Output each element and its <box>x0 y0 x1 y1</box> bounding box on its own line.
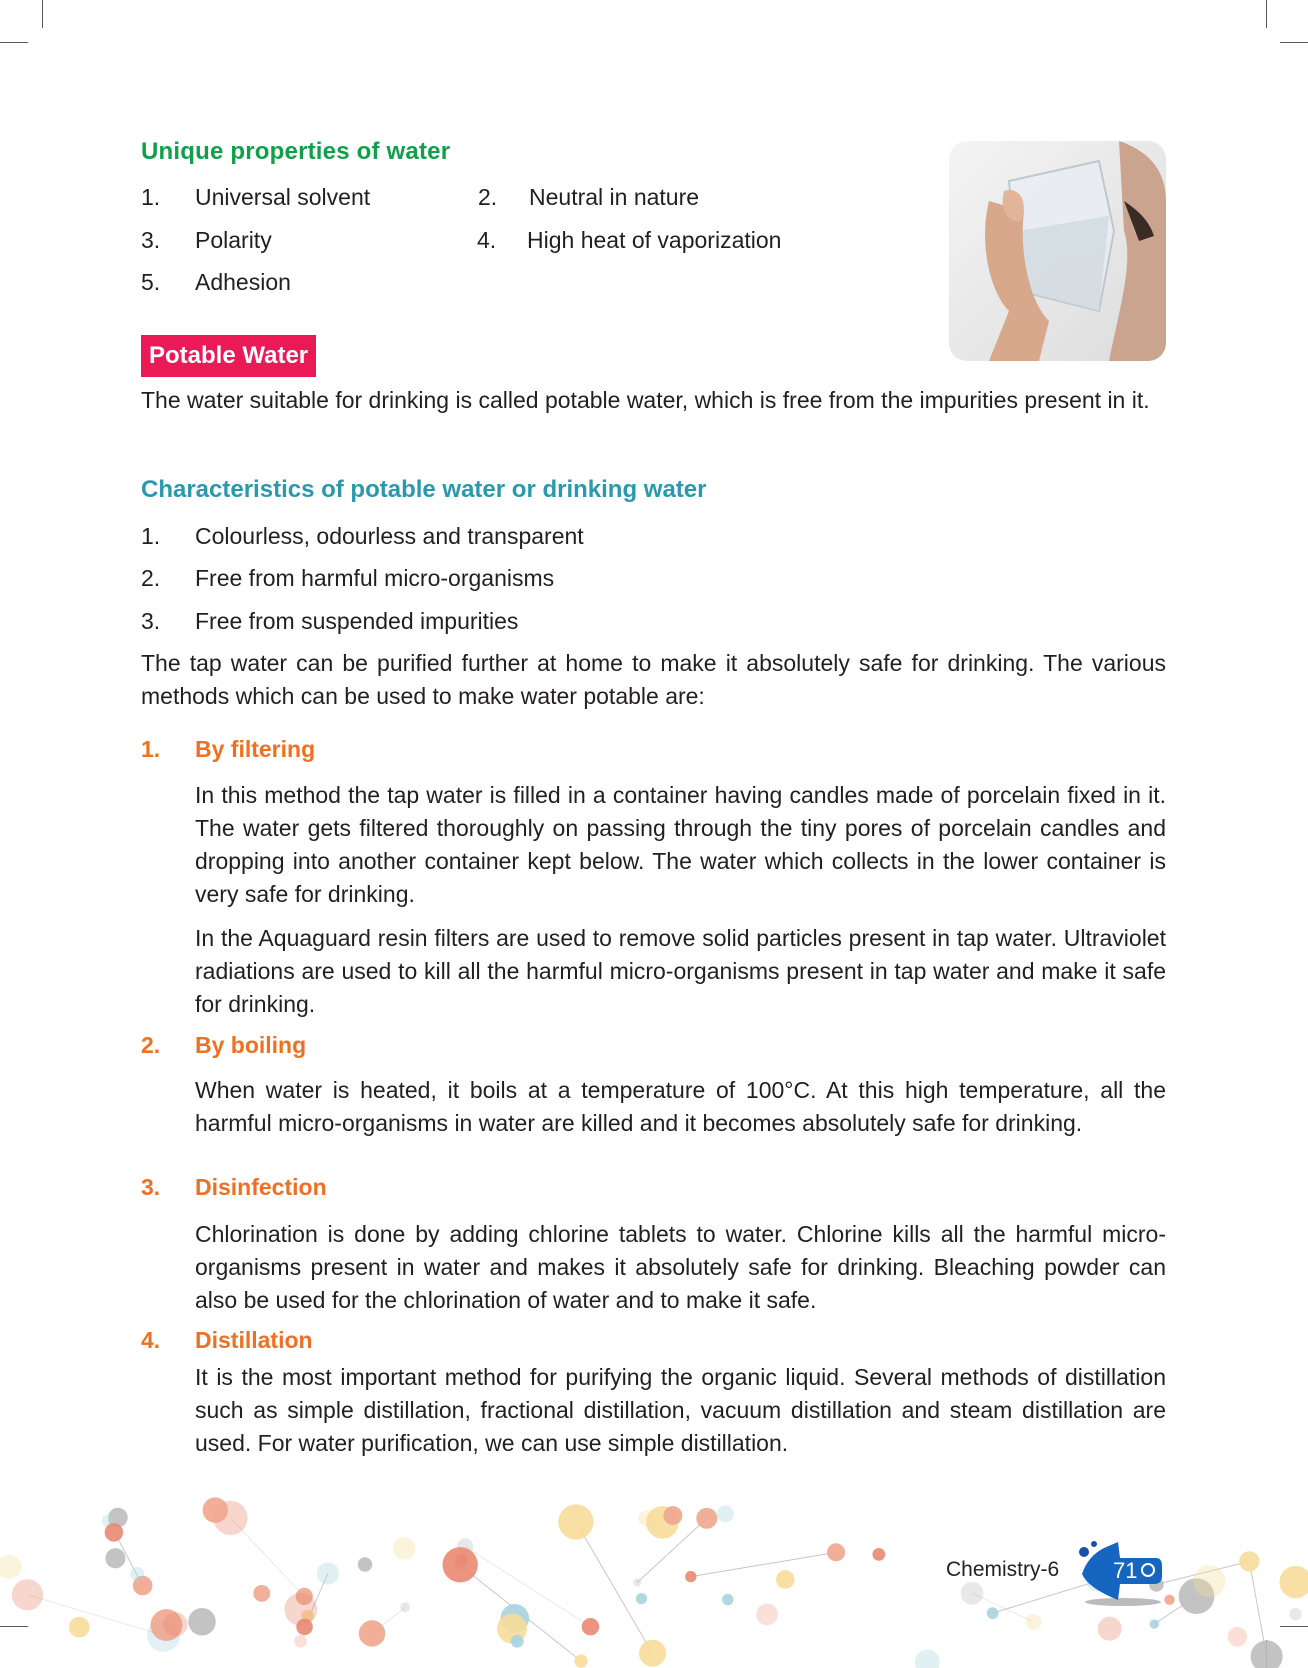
list-item <box>141 562 555 595</box>
molecule-atom <box>633 1578 641 1586</box>
molecule-atom <box>105 1548 125 1568</box>
molecule-atom <box>776 1570 795 1589</box>
potable-water-definition: The water suitable for drinking is called potable water, which is free from the impurities present in it. <box>141 387 1150 413</box>
method-heading-boiling <box>141 1032 307 1065</box>
method-title: Distillation <box>195 1327 313 1353</box>
method-number: 2. <box>141 1032 161 1058</box>
section-heading-unique-properties: Unique properties of water <box>141 138 451 165</box>
molecule-atom <box>1279 1566 1308 1598</box>
molecule-atom <box>163 1612 187 1636</box>
item-number: 2. <box>141 565 161 591</box>
drinking-water-photo <box>949 141 1166 361</box>
molecule-atom <box>639 1640 666 1667</box>
molecule-atom <box>574 1654 587 1667</box>
molecule-atom <box>130 1567 144 1581</box>
molecule-atom <box>582 1618 599 1635</box>
method-paragraph: When water is heated, it boils at a temperature of 100°C. At this high temperature, all the harmful micro-organisms in water are killed and it becomes absolutely safe for drinking. <box>195 1077 1166 1136</box>
molecule-atom <box>558 1504 593 1539</box>
crop-mark <box>0 42 28 43</box>
molecule-atom <box>961 1582 984 1605</box>
item-number: 1. <box>141 523 161 549</box>
molecule-atom <box>0 1555 21 1579</box>
list-item <box>478 181 700 214</box>
crop-mark <box>42 0 43 28</box>
molecule-atom <box>203 1497 228 1522</box>
method-title: By boiling <box>195 1032 307 1058</box>
method-paragraph: Chlorination is done by adding chlorine tablets to water. Chlorine kills all the harmful micro-organisms present in water and makes it absolutely safe for drinking. Bleaching powder can also be used for the chlorination of water and to make it safe. <box>195 1221 1166 1313</box>
molecule-atom <box>294 1635 307 1648</box>
molecule-atom <box>1228 1627 1248 1647</box>
molecule-bond <box>691 1552 836 1576</box>
method-title: Disinfection <box>195 1174 327 1200</box>
molecule-atom <box>663 1506 682 1525</box>
item-number: 3. <box>141 227 161 253</box>
molecule-atom <box>359 1620 385 1646</box>
method-title: By filtering <box>195 736 316 762</box>
molecule-atom <box>12 1579 43 1610</box>
molecule-atom <box>1251 1640 1283 1668</box>
section-heading-characteristics: Characteristics of potable water or drinking water <box>141 476 707 503</box>
method-paragraph: In this method the tap water is filled in a container having candles made of porcelain fixed in it. The water gets filtered thoroughly on passing through the tiny pores of porcelain candles and dropping into another container kept below. The water which collects in the lower container is very safe for drinking. <box>195 782 1166 907</box>
item-number: 1. <box>141 184 161 210</box>
molecule-atom <box>717 1505 734 1522</box>
item-number: 3. <box>141 608 161 634</box>
molecule-atom <box>400 1602 410 1612</box>
item-text: Universal solvent <box>195 184 371 210</box>
method-heading-filtering <box>141 736 316 769</box>
item-text: Polarity <box>195 227 272 253</box>
molecule-atom <box>442 1547 477 1582</box>
molecule-atom <box>756 1604 778 1626</box>
method-heading-disinfection <box>141 1174 327 1207</box>
method-paragraph: It is the most important method for purifying the organic liquid. Several methods of distillation such as simple distillation, fractional distillation, vacuum distillation and steam distillation are used. For water purification, we can use simple distillation. <box>195 1364 1166 1456</box>
item-text: Colourless, odourless and transparent <box>195 523 584 549</box>
item-number: 2. <box>478 184 498 210</box>
list-item <box>141 605 519 638</box>
molecule-atom <box>393 1537 416 1560</box>
molecule-atom <box>284 1593 317 1626</box>
item-text: Free from suspended impurities <box>195 608 519 634</box>
molecule-atom <box>253 1585 270 1602</box>
method-heading-distillation <box>141 1327 313 1360</box>
molecule-atom <box>1289 1608 1301 1620</box>
item-text: High heat of vaporization <box>527 227 782 253</box>
methods-intro: The tap water can be purified further at home to make it absolutely safe for drinking. The various methods which can be used to make water potable are: <box>141 650 1166 709</box>
molecule-atom <box>1149 1619 1158 1628</box>
method-number: 4. <box>141 1327 161 1353</box>
item-text: Neutral in nature <box>529 184 700 210</box>
page-number-badge <box>1078 1538 1168 1608</box>
molecule-atom <box>317 1562 339 1584</box>
molecule-atom <box>696 1508 717 1529</box>
item-number: 5. <box>141 269 161 295</box>
list-item <box>141 181 371 214</box>
molecule-atom <box>511 1635 524 1648</box>
method-number: 1. <box>141 736 161 762</box>
list-item <box>141 224 272 257</box>
crop-mark <box>1280 42 1308 43</box>
potable-water-badge: Potable Water <box>141 335 316 377</box>
molecule-atom <box>1239 1551 1259 1571</box>
molecule-bond <box>27 1595 163 1635</box>
item-text: Adhesion <box>195 269 291 295</box>
molecule-atom <box>685 1571 696 1582</box>
molecule-atom <box>1098 1617 1122 1641</box>
molecule-atom <box>69 1617 90 1638</box>
molecule-atom <box>188 1608 216 1636</box>
molecule-atom <box>722 1594 733 1605</box>
molecule-atom <box>872 1548 885 1561</box>
molecule-atom <box>358 1557 372 1571</box>
molecule-atom <box>987 1607 999 1619</box>
molecule-atom <box>1193 1565 1225 1597</box>
molecule-atom <box>105 1523 124 1542</box>
method-paragraph: In the Aquaguard resin filters are used to remove solid particles present in tap water. Ultraviolet radiations are used to kill all the harmful micro-organisms present in tap water and make it safe for drinking. <box>195 925 1166 1017</box>
molecule-atom <box>827 1543 845 1561</box>
crop-mark <box>1266 0 1267 28</box>
item-number: 4. <box>477 227 497 253</box>
man-drinking-glass-illustration <box>949 141 1166 361</box>
molecule-atom <box>636 1593 647 1604</box>
list-item <box>141 520 584 553</box>
page-number: 71 <box>1113 1558 1138 1583</box>
method-number: 3. <box>141 1174 161 1200</box>
list-item <box>141 266 291 299</box>
molecule-atom <box>915 1649 940 1668</box>
list-item <box>477 224 782 257</box>
footer-book-title: Chemistry-6 <box>946 1558 1060 1581</box>
item-text: Free from harmful micro-organisms <box>195 565 555 591</box>
molecule-atom <box>1026 1614 1042 1630</box>
molecule-atom <box>638 1510 654 1526</box>
